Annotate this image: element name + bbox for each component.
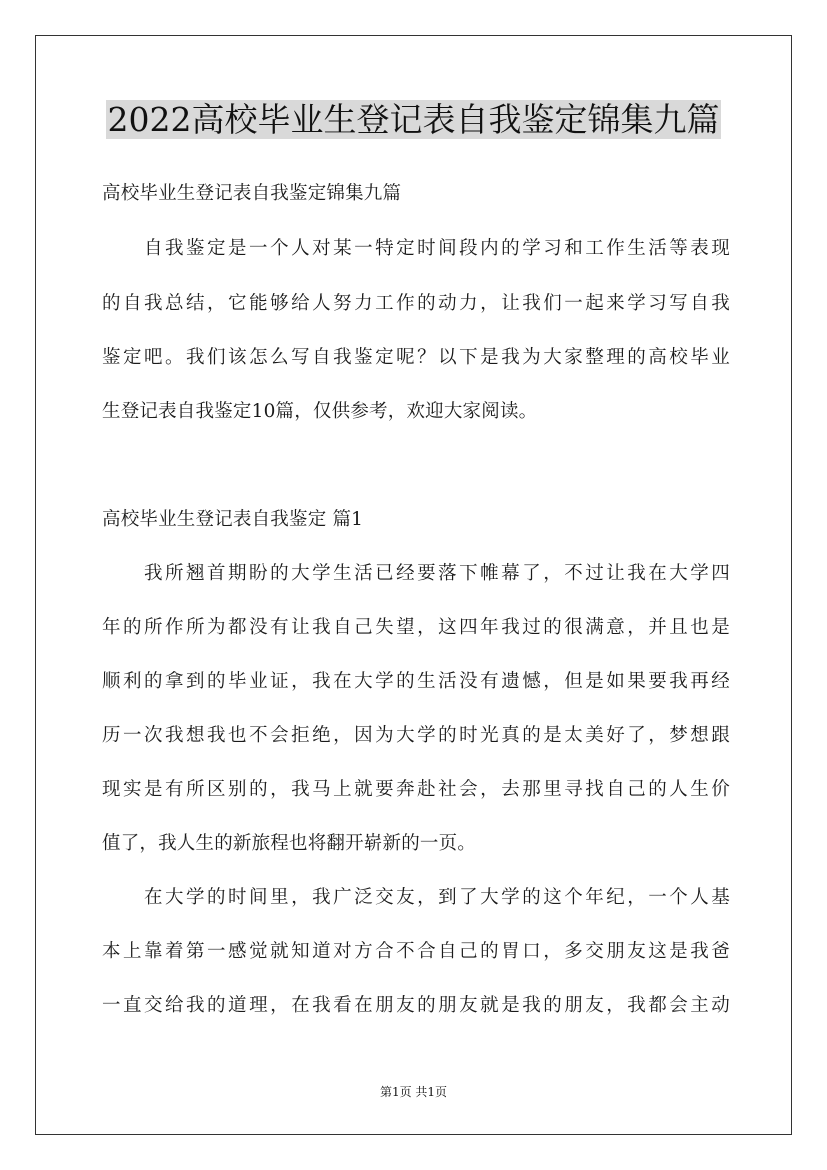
- section-heading: 高校毕业生登记表自我鉴定 篇1: [102, 509, 364, 530]
- document-title-text: 2022高校毕业生登记表自我鉴定锦集九篇: [107, 100, 720, 139]
- paragraph-line: 本上靠着第一感觉就知道对方合不合自己的胃口，多交朋友这是我爸: [102, 941, 730, 962]
- paragraph-line: 现实是有所区别的，我马上就要奔赴社会，去那里寻找自己的人生价: [102, 779, 730, 800]
- paragraph-line: 一直交给我的道理，在我看在朋友的朋友就是我的朋友，我都会主动: [102, 995, 730, 1016]
- document-title: [0, 97, 827, 143]
- intro-line: 生登记表自我鉴定10篇，仅供参考，欢迎大家阅读。: [102, 401, 538, 422]
- paragraph-line: 我所翘首期盼的大学生活已经要落下帷幕了，不过让我在大学四: [144, 563, 730, 584]
- subtitle: 高校毕业生登记表自我鉴定锦集九篇: [102, 183, 402, 204]
- paragraph-line: 值了，我人生的新旅程也将翻开崭新的一页。: [102, 833, 477, 854]
- paragraph-line: 顺利的拿到的毕业证，我在大学的生活没有遗憾，但是如果要我再经: [102, 671, 730, 692]
- paragraph-line: 在大学的时间里，我广泛交友，到了大学的这个年纪，一个人基: [144, 887, 730, 908]
- paragraph-line: 历一次我想我也不会拒绝，因为大学的时光真的是太美好了，梦想跟: [102, 725, 730, 746]
- paragraph-line: 年的所作所为都没有让我自己失望，这四年我过的很满意，并且也是: [102, 617, 730, 638]
- page-footer: 第1页 共1页: [379, 1085, 448, 1099]
- intro-line: 鉴定吧。我们该怎么写自我鉴定呢？以下是我为大家整理的高校毕业: [102, 347, 730, 368]
- intro-line: 自我鉴定是一个人对某一特定时间段内的学习和工作生活等表现: [144, 238, 730, 259]
- intro-line: 的自我总结，它能够给人努力工作的动力，让我们一起来学习写自我: [102, 293, 730, 314]
